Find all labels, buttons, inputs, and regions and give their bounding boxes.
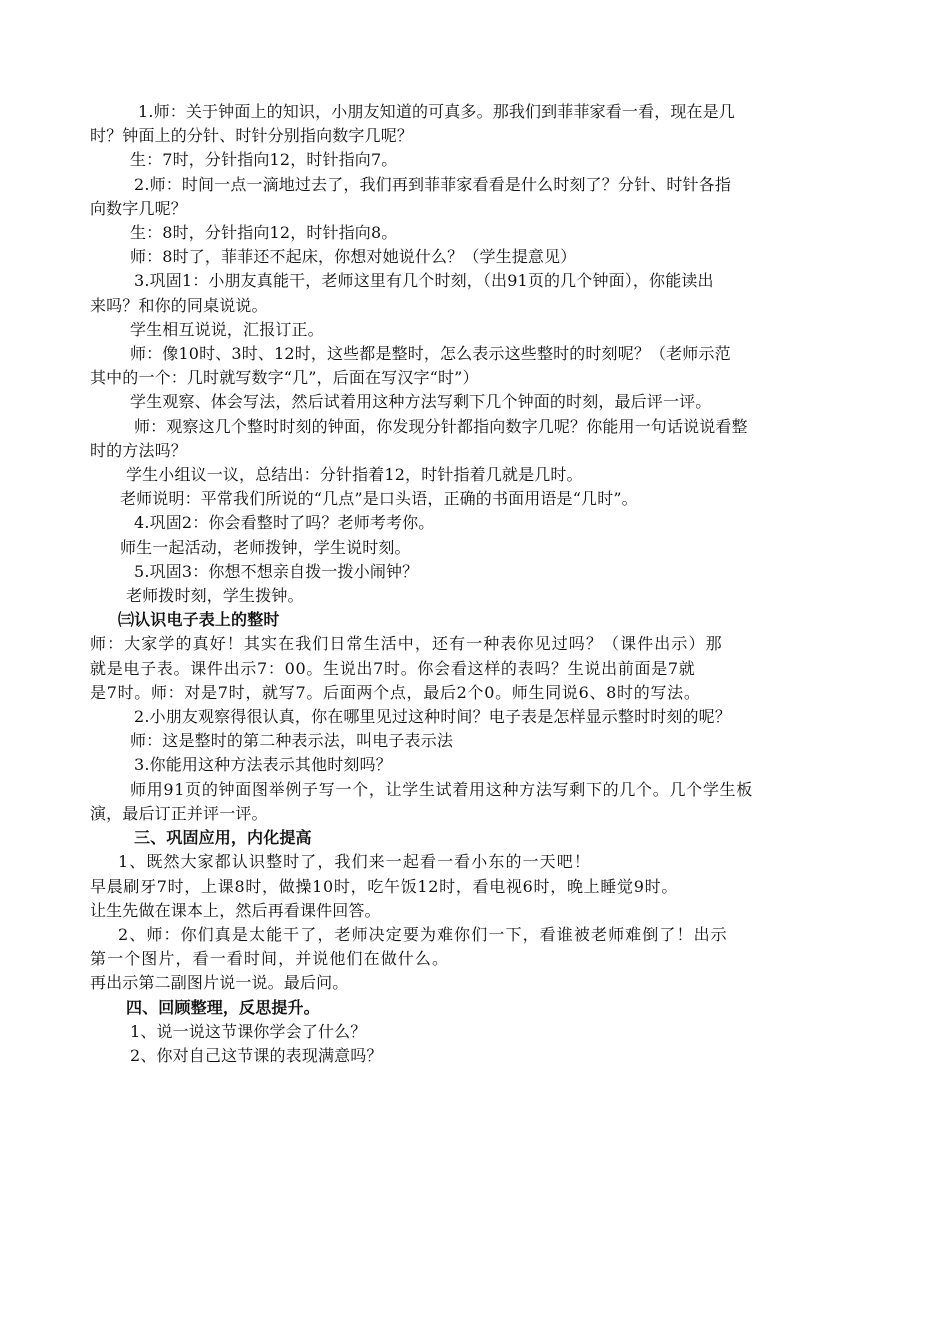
- paragraph-line: 早晨刷牙7时，上课8时，做操10时，吃午饭12时，看电视6时，晚上睡觉9时。: [90, 876, 679, 896]
- paragraph-line: 师：观察这几个整时时刻的钟面，你发现分针都指向数字几呢？你能用一句话说说看整: [134, 416, 748, 436]
- document-body: [90, 100, 862, 1068]
- paragraph-line: 再出示第二副图片说一说。最后问。: [90, 973, 349, 993]
- paragraph-line: 是7时。师：对是7时，就写7。后面两个点，最后2个0。师生同说6、8时的写法。: [90, 682, 701, 702]
- paragraph-line: 1.师：关于钟面上的知识，小朋友知道的可真多。那我们到菲菲家看一看，现在是几: [138, 102, 735, 121]
- paragraph-line: 2.小朋友观察得很认真，你在哪里见过这种时间？电子表是怎样显示整时时刻的呢？: [134, 707, 731, 727]
- paragraph-line: 生：7时，分针指向12，时针指向7。: [130, 150, 398, 170]
- paragraph-line: 师生一起活动，老师拨钟，学生说时刻。: [120, 537, 411, 557]
- paragraph-line: 学生观察、体会写法，然后试着用这种方法写剩下几个钟面的时刻，最后评一评。: [130, 392, 712, 412]
- paragraph-line: 师：这是整时的第二种表示法，叫电子表示法: [130, 731, 454, 751]
- paragraph-line: 演，最后订正并评一评。: [90, 803, 268, 823]
- paragraph-line: 师：像10时、3时、12时，这些都是整时，怎么表示这些整时的时刻呢？（老师示范: [130, 344, 731, 364]
- paragraph-line: 师：大家学的真好！其实在我们日常生活中，还有一种表你见过吗？（课件出示）那: [90, 634, 723, 654]
- paragraph-line: 向数字几呢？: [90, 198, 187, 218]
- paragraph-line: 老师拨时刻，学生拨钟。: [126, 586, 304, 606]
- paragraph-line: 其中的一个：几时就写数字“几”，后面在写汉字“时”）: [90, 368, 479, 388]
- paragraph-line: 时？钟面上的分针、时针分别指向数字几呢？: [90, 126, 414, 146]
- paragraph-line: 师：8时了，菲菲还不起床，你想对她说什么？（学生提意见）: [130, 247, 577, 267]
- section-heading: 三、巩固应用，内化提高: [134, 828, 312, 848]
- paragraph-line: 1、既然大家都认识整时了，我们来一起看一看小东的一天吧！: [118, 852, 591, 872]
- paragraph-line: 2、你对自己这节课的表现满意吗？: [130, 1045, 383, 1065]
- paragraph-line: 学生相互说说，汇报订正。: [130, 319, 324, 339]
- paragraph-line: 生：8时，分针指向12，时针指向8。: [130, 223, 398, 243]
- paragraph-line: 3.巩固1：小朋友真能干，老师这里有几个时刻，（出91页的几个钟面），你能读出: [134, 271, 714, 291]
- section-heading: 四、回顾整理，反思提升。: [126, 997, 320, 1017]
- paragraph-line: 4.巩固2：你会看整时了吗？老师考考你。: [134, 513, 435, 533]
- section-heading: ㈢认识电子表上的整时: [118, 610, 280, 630]
- paragraph-line: 师用91页的钟面图举例子写一个，让学生试着用这种方法写剩下的几个。几个学生板: [130, 779, 753, 799]
- paragraph-line: 1、说一说这节课你学会了什么？: [130, 1021, 367, 1041]
- paragraph-line: 让生先做在课本上，然后再看课件回答。: [90, 900, 381, 920]
- paragraph-line: 老师说明：平常我们所说的“几点”是口头语，正确的书面用语是“几时”。: [120, 489, 638, 509]
- paragraph-line: 就是电子表。课件出示7：00。生说出7时。你会看这样的表吗？生说出前面是7就: [90, 658, 696, 678]
- paragraph-line: 2.师：时间一点一滴地过去了，我们再到菲菲家看看是什么时刻了？分针、时针各指: [134, 174, 731, 194]
- paragraph-line: 学生小组议一议，总结出：分针指着12，时针指着几就是几时。: [126, 465, 583, 485]
- paragraph-line: 5.巩固3：你想不想亲自拨一拨小闹钟？: [134, 561, 419, 581]
- paragraph-line: 时的方法吗？: [90, 440, 187, 460]
- paragraph-line: 2、师：你们真是太能干了，老师决定要为难你们一下，看谁被老师难倒了！出示: [118, 924, 728, 944]
- paragraph-line: 来吗？和你的同桌说说。: [90, 295, 268, 315]
- paragraph-line: 3.你能用这种方法表示其他时刻吗？: [134, 755, 392, 775]
- paragraph-line: 第一个图片，看一看时间，并说他们在做什么。: [90, 949, 450, 969]
